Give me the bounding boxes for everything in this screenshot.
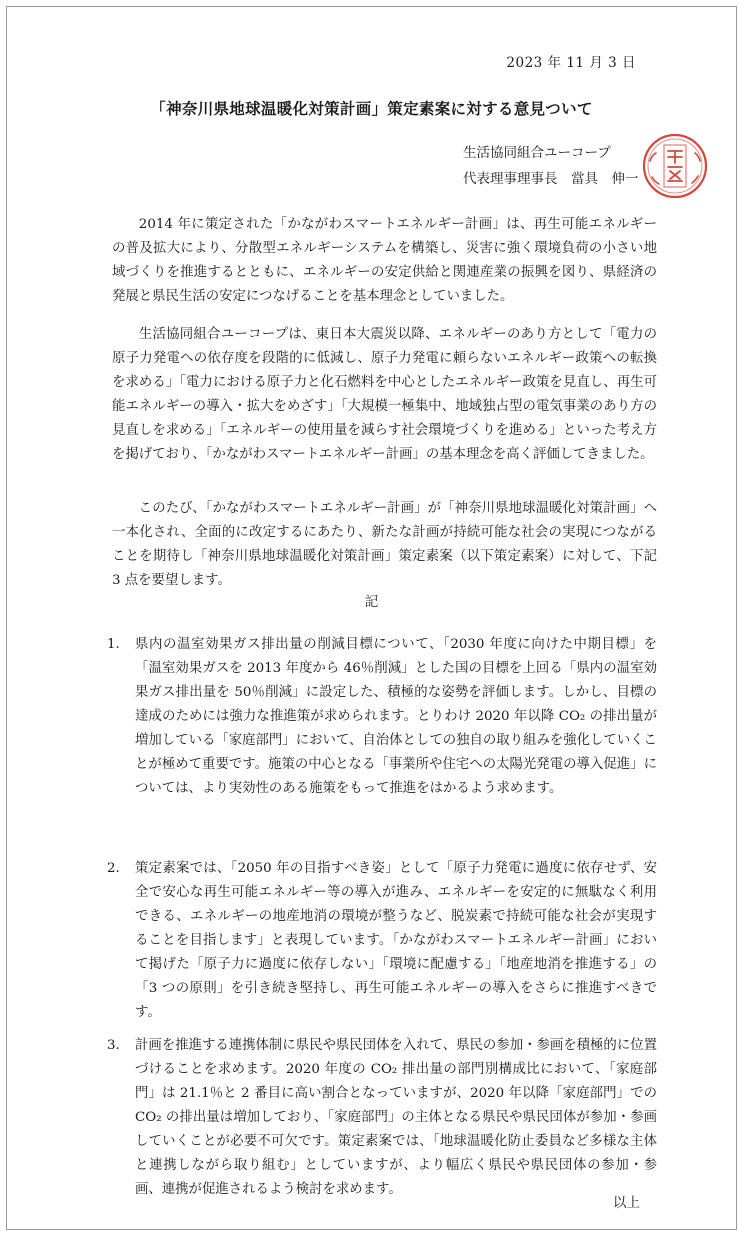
document-date: 2023 年 11 月 3 日 [506,55,636,71]
body-paragraph-1: 2014 年に策定された「かながわスマートエネルギー計画」は、再生可能エネルギーの普及拡大により、分散型エネルギーシステムを構築し、災害に強く環境負荷の小さい地域づくりを推進するとともに、エネルギーの安定供給と関連産業の振興を図り、県経済の発展と県民生活の安定につなげることを基本理念としていました。 [112,217,657,304]
request-item-number-3: 3. [107,1038,120,1053]
request-item-number-2: 2. [107,861,120,876]
request-item-text-2: 策定素案では、「2050 年の目指すべき姿」として「原子力発電に過度に依存せず、安全で安心な再生可能エネルギー等の導入が進み、エネルギーを安定的に無駄なく利用できる、エネルギーの地産地消の環境が整うなど、脱炭素で持続可能な社会が実現することを目指します」と表現しています。「かながわスマートエネルギー計画」において掲げた「原子力に過度に依存しない」「環境に配慮する」「地産地消を推進する」の「3 つの原則」を引き続き堅持し、再生可能エネルギーの導入をさらに推進すべきです。 [135,861,657,1020]
document-title: 「神奈川県地球温暖化対策計画」策定素案に対する意見ついて [150,100,593,118]
sender-representative: 代表理事理事長 當具 伸一 [463,171,639,187]
sender-organization: 生活協同組合ユーコープ [463,145,611,161]
request-item-text-1: 県内の温室効果ガス排出量の削減目標について、「2030 年度に向けた中期目標」を「温室効果ガスを 2013 年度から 46％削減」とした国の目標を上回る「県内の温室効果ガス排出量を 50％削減」に設定した、積極的な姿勢を評価します。しかし、目標の達成のためには強力な推進策が求められます。とりわけ 2020 年以降 CO₂ の排出量が増加している「家庭部門」において、自治体としての独自の取り組みを強化していくことが極めて重要です。施策の中心となる「事業所や住宅への太陽光発電の導入促進」については、より実効性のある施策をもって推進をはかるよう求めます。 [135,637,657,796]
request-item-text-3: 計画を推進する連携体制に県民や県民団体を入れて、県民の参加・参画を積極的に位置づけることを求めます。2020 年度の CO₂ 排出量の部門別構成比において、「家庭部門」は 21.1％と 2 番目に高い割合となっていますが、2020 年以降「家庭部門」での CO₂ の排出量は増加しており、「家庭部門」の主体となる県民や県民団体が参加・参画していくことが必要不可欠です。策定素案では、「地球温暖化防止委員など多様な主体と連携しながら取り組む」としていますが、より幅広く県民や県民団体の参加・参画、連携が促進されるよう検討を求めます。 [135,1038,657,1197]
body-paragraph-2: 生活協同組合ユーコープは、東日本大震災以降、エネルギーのあり方として「電力の原子力発電への依存度を段階的に低減し、原子力発電に頼らないエネルギー政策への転換を求める」「電力における原子力と化石燃料を中心としたエネルギー政策を見直し、再生可能エネルギーの導入・拡大をめざす」「大規模一極集中、地域独占型の電気事業のあり方の見直しを求める」「エネルギーの使用量を減らす社会環境づくりを進める」といった考え方を掲げており、「かながわスマートエネルギー計画」の基本理念を高く評価してきました。 [112,327,658,462]
document-page [6,6,737,1230]
red-circular-seal-icon [640,131,710,201]
ki-label: 記 [364,594,379,610]
request-item-number-1: 1. [107,637,120,652]
closing-mark: 以上 [613,1195,640,1211]
body-paragraph-3: このたび、「かながわスマートエネルギー計画」が「神奈川県地球温暖化対策計画」へ一本化され、全面的に改定するにあたり、新たな計画が持続可能な社会の実現につながることを期待し「神奈川県地球温暖化対策計画」策定素案（以下策定素案）に対して、下記 3 点を要望します。 [112,501,657,588]
